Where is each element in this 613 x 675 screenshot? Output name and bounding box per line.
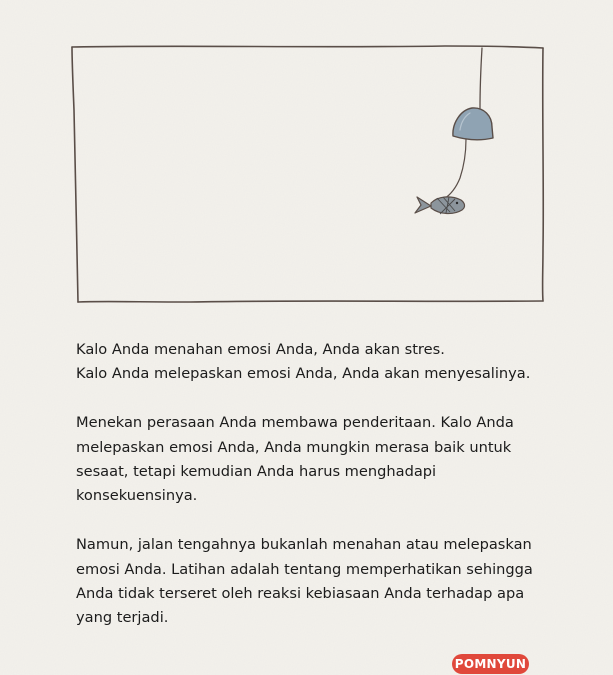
text-line: Anda tidak terseret oleh reaksi kebiasaan Anda terhadap apa (76, 585, 525, 603)
text-line: melepaskan emosi Anda, Anda mungkin merasa baik untuk (76, 438, 512, 456)
text-line: emosi Anda. Latihan adalah tentang memperhatikan sehingga (76, 560, 533, 578)
paragraph-1 (76, 338, 576, 387)
text-line: Kalo Anda melepaskan emosi Anda, Anda akan menyesalinya. (76, 365, 531, 383)
paragraph-2 (76, 411, 576, 509)
text-line: Namun, jalan tengahnya bukanlah menahan atau melepaskan (76, 536, 532, 554)
pomnyun-logo: POMNYUN (452, 654, 529, 674)
text-line: konsekuensinya. (76, 487, 198, 505)
string-line (480, 48, 482, 108)
clapper-string (444, 139, 466, 199)
paragraph-3 (76, 533, 576, 631)
frame-drawing (72, 46, 543, 302)
text-block (76, 338, 576, 655)
illustration (0, 0, 613, 330)
text-line: Kalo Anda menahan emosi Anda, Anda akan stres. (76, 341, 445, 358)
text-line: Menekan perasaan Anda membawa penderitaan. Kalo Anda (76, 414, 514, 432)
bell-drawing (453, 108, 493, 140)
text-line: sesaat, tetapi kemudian Anda harus menghadapi (76, 463, 437, 481)
text-line: yang terjadi. (76, 609, 169, 627)
fish-drawing (415, 197, 465, 214)
